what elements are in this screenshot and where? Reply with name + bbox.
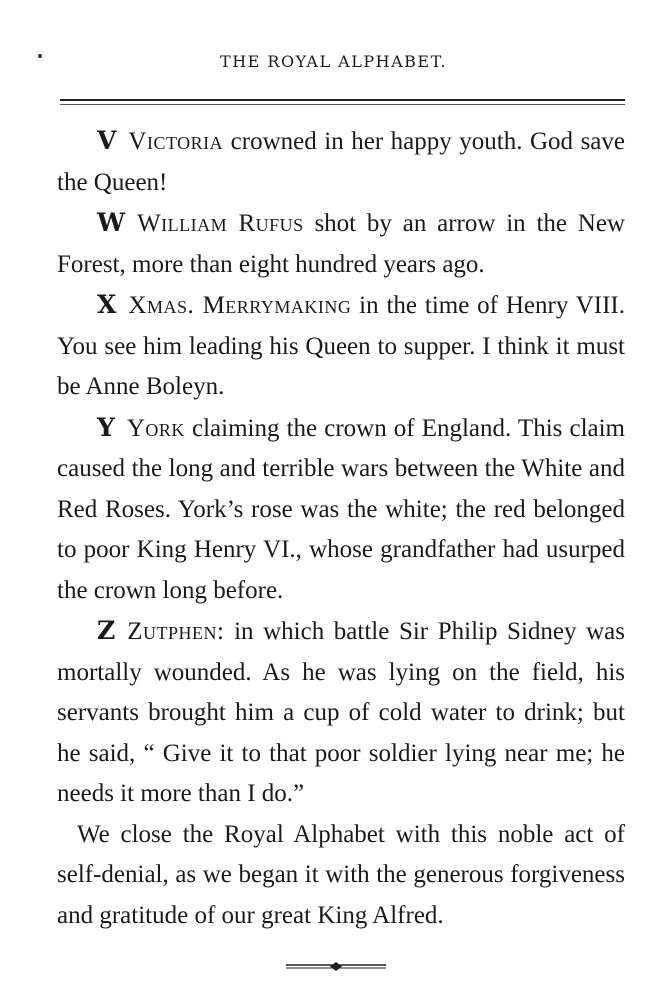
header-rule-thin [60, 104, 625, 105]
entry-name: Zutphen: [127, 618, 225, 645]
entry-text: crowned in her happy youth. God save the Queen! [57, 128, 625, 196]
header-rule-thick [60, 99, 625, 101]
entry-letter: W [97, 208, 126, 237]
entry-letter: Z [97, 616, 116, 645]
closing-paragraph: We close the Royal Alphabet with this noble act of self-denial, as we began it with the generous forgiveness and gratitude of our great King Alfred. [57, 820, 625, 929]
entry-name: York [126, 414, 185, 442]
entry-letter: Y [97, 412, 115, 442]
entry-letter: X [97, 290, 117, 319]
entry-text: claiming the crown of England. This claim caused the long and terrible wars between the White and Red Roses. York’s rose was the white; the red belonged to poor King Henry VI., whose grandfather had usurped the crown long before. [57, 414, 625, 604]
entry-x [57, 285, 625, 408]
body-text [57, 121, 625, 936]
entry-letter: V [97, 126, 117, 155]
entry-w [57, 203, 625, 285]
running-head: THE ROYAL ALPHABET. [220, 52, 447, 71]
entry-name: William Rufus [137, 210, 304, 237]
entry-text: in the time of Henry VIII. You see him leading his Queen to supper. I think it must be Anne Boleyn. [57, 292, 625, 400]
entry-z [57, 611, 625, 815]
entry-y [57, 408, 625, 612]
entry-text: in which battle Sir Philip Sidney was mortally wounded. As he was lying on the field, his servants brought him a cup of cold water to drink; but he said, “ Give it to that poor soldier lying near me; he needs it more than I do.” [57, 618, 625, 807]
entry-text: shot by an arrow in the New Forest, more than eight hundred years ago. [57, 210, 625, 278]
entry-v [57, 121, 625, 203]
entry-name: Xmas. Merrymaking [128, 292, 352, 319]
tailpiece-ornament [286, 960, 386, 974]
entry-name: Victoria [128, 128, 224, 155]
